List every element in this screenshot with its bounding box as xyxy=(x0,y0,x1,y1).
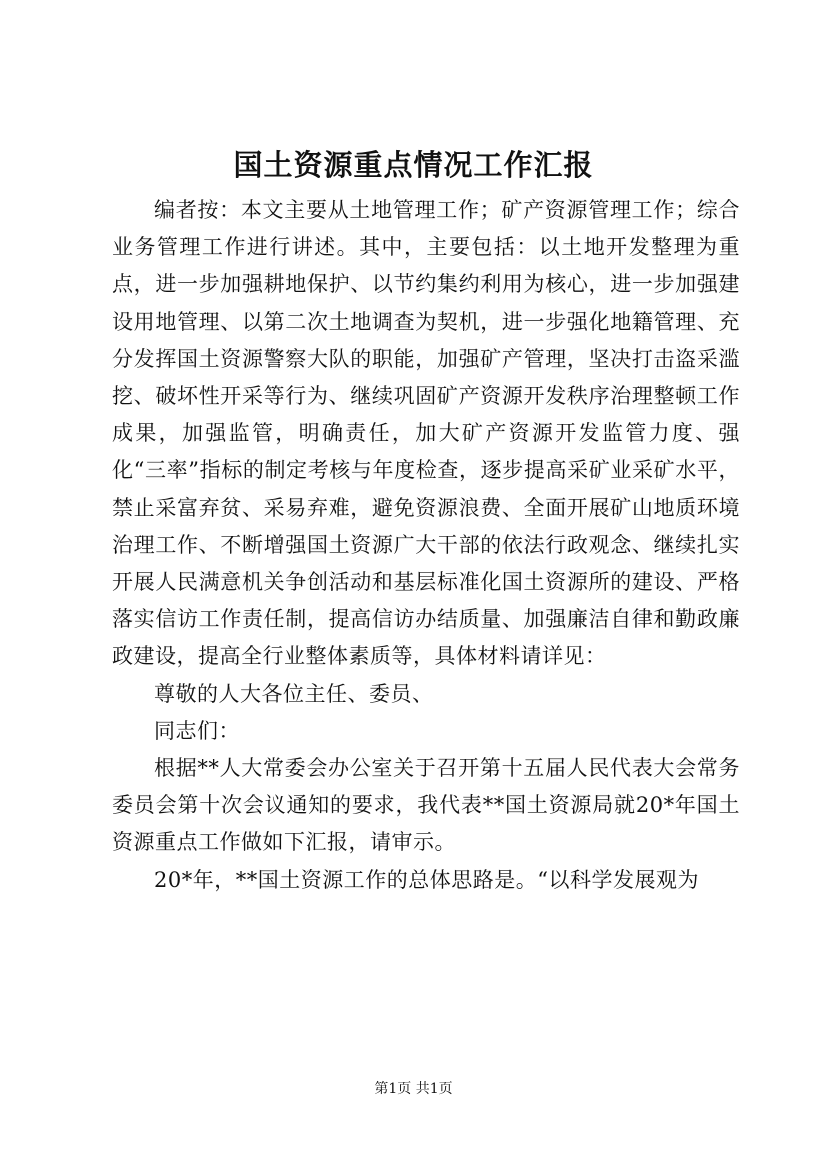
paragraph-comrades: 同志们： xyxy=(154,718,240,743)
paragraph-salutation: 尊敬的人大各位主任、委员、 xyxy=(154,681,434,706)
paragraph-overall-approach: 20*年，**国土资源工作的总体思路是。“以科学发展观为 xyxy=(154,867,699,892)
paragraph-editor-note: 编者按：本文主要从土地管理工作；矿产资源管理工作；综合业务管理工作进行讲述。其中，主要包括：以土地开发整理为重点，进一步加强耕地保护、以节约集约利用为核心，进一步加强建设用地管理、以第二次土地调查为契机，进一步强化地籍管理、充分发挥国土资源警察大队的职能，加强矿产管理，坚决打击盗采滥挖、破坏性开采等行为、继续巩固矿产资源开发秩序治理整顿工作成果，加强监管，明确责任，加大矿产资源开发监管力度、强化“三率”指标的制定考核与年度检查，逐步提高采矿业采矿水平，禁止采富弃贫、采易弃难，避免资源浪费、全面开展矿山地质环境治理工作、不断增强国土资源广大干部的依法行政观念、继续扎实开展人民满意机关争创活动和基层标准化国土资源所的建设、严格落实信访工作责任制，提高信访办结质量、加强廉洁自律和勤政廉政建设，提高全行业整体素质等，具体材料请详见： xyxy=(112,198,740,669)
page-title: 国土资源重点情况工作汇报 xyxy=(233,148,594,182)
document-body xyxy=(112,192,740,899)
paragraph-report-basis: 根据**人大常委会办公室关于召开第十五届人民代表大会常务委员会第十次会议通知的要求，我代表**国土资源局就20*年国土资源重点工作做如下汇报，请审示。 xyxy=(112,756,740,855)
page-number-footer: 第1页 共1页 xyxy=(374,1081,453,1097)
